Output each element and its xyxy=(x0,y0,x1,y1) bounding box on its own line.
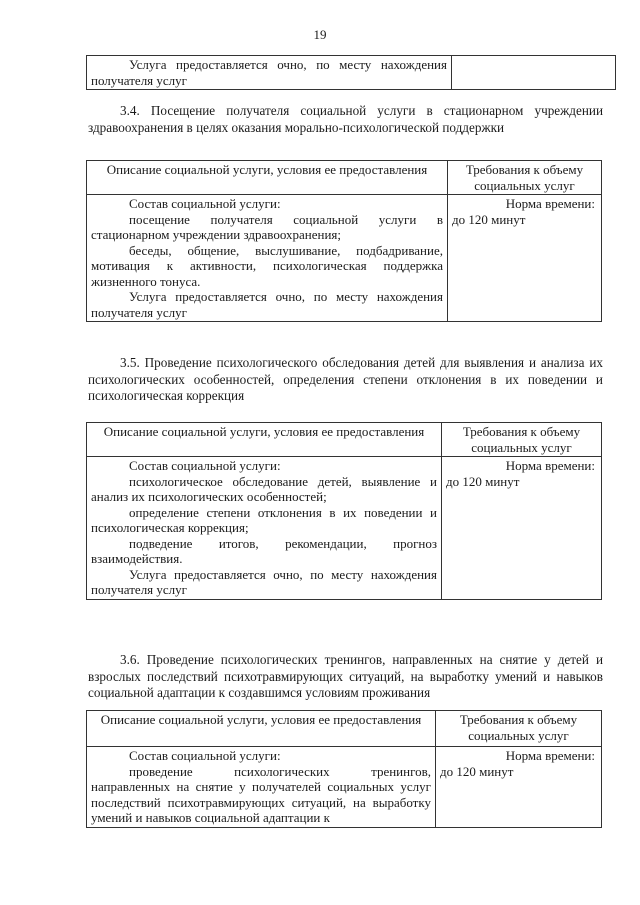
paragraph: психологическое обследование детей, выявление и анализ их психологических особенностей; xyxy=(91,473,437,504)
service-provided-text: Услуга предоставляется очно, по месту нахождения получателя услуг xyxy=(91,57,447,88)
empty-cell xyxy=(452,56,616,90)
section-3-4-table xyxy=(86,160,602,322)
norm-value: до 120 минут xyxy=(452,211,526,227)
paragraph: Состав социальной услуги: xyxy=(129,748,281,763)
requirements-header: Требования к объему социальных услуг xyxy=(442,423,602,457)
section-3-4-heading xyxy=(88,103,603,136)
page-number: 19 xyxy=(313,27,327,42)
description-cell xyxy=(87,457,442,600)
norm-label: Норма времени: xyxy=(505,748,595,763)
requirements-header: Требования к объему социальных услуг xyxy=(448,161,602,195)
paragraph: Услуга предоставляется очно, по месту нахождения получателя услуг xyxy=(91,566,437,597)
paragraph: подведение итогов, рекомендации, прогноз взаимодействия. xyxy=(91,535,437,566)
paragraph: проведение психологических тренингов, направленных на снятие у получателей социальных услуг последствий психотравмирующих ситуаций, на выработку умений и навыков социальной адаптации к xyxy=(91,763,431,825)
description-header: Описание социальной услуги, условия ее предоставления xyxy=(87,423,442,457)
description-cell xyxy=(87,747,436,828)
description-header: Описание социальной услуги, условия ее предоставления xyxy=(87,161,448,195)
section-heading-text: 3.4. Посещение получателя социальной услуги в стационарном учреждении здравоохранения в целях оказания морально-психологической поддержки xyxy=(88,103,603,135)
paragraph: беседы, общение, выслушивание, подбадривание, мотивация к активности, психологическая поддержка жизненного тонуса. xyxy=(91,242,443,289)
section-3-5-table xyxy=(86,422,602,600)
section-heading-text: 3.6. Проведение психологических тренингов, направленных на снятие у детей и взрослых последствий психотравмирующих ситуаций, на выработку умений и навыков социальной адаптации к создавшимся условиям проживания xyxy=(88,652,603,700)
section-3-5-heading xyxy=(88,355,603,405)
paragraph: посещение получателя социальной услуги в стационарном учреждении здравоохранения; xyxy=(91,211,443,242)
section-heading-text: 3.5. Проведение психологического обследования детей для выявления и анализа их психологических особенностей, определения степени отклонения в их поведении и психологическая коррекция xyxy=(88,355,603,403)
norm-label: Норма времени: xyxy=(505,196,595,211)
description-header: Описание социальной услуги, условия ее предоставления xyxy=(87,711,436,747)
requirements-cell xyxy=(448,195,602,322)
requirements-cell xyxy=(436,747,602,828)
requirements-cell xyxy=(442,457,602,600)
requirements-header: Требования к объему социальных услуг xyxy=(436,711,602,747)
section-3-6-table xyxy=(86,710,602,828)
norm-value: до 120 минут xyxy=(440,763,514,779)
norm-label: Норма времени: xyxy=(505,458,595,473)
service-provided-cell xyxy=(87,56,452,90)
norm-value: до 120 минут xyxy=(446,473,520,489)
continuation-table xyxy=(86,55,616,90)
description-cell xyxy=(87,195,448,322)
paragraph: Состав социальной услуги: xyxy=(129,458,281,473)
paragraph: Состав социальной услуги: xyxy=(129,196,281,211)
paragraph: определение степени отклонения в их поведении и психологическая коррекция; xyxy=(91,504,437,535)
section-3-6-heading xyxy=(88,652,603,702)
paragraph: Услуга предоставляется очно, по месту нахождения получателя услуг xyxy=(91,289,443,320)
